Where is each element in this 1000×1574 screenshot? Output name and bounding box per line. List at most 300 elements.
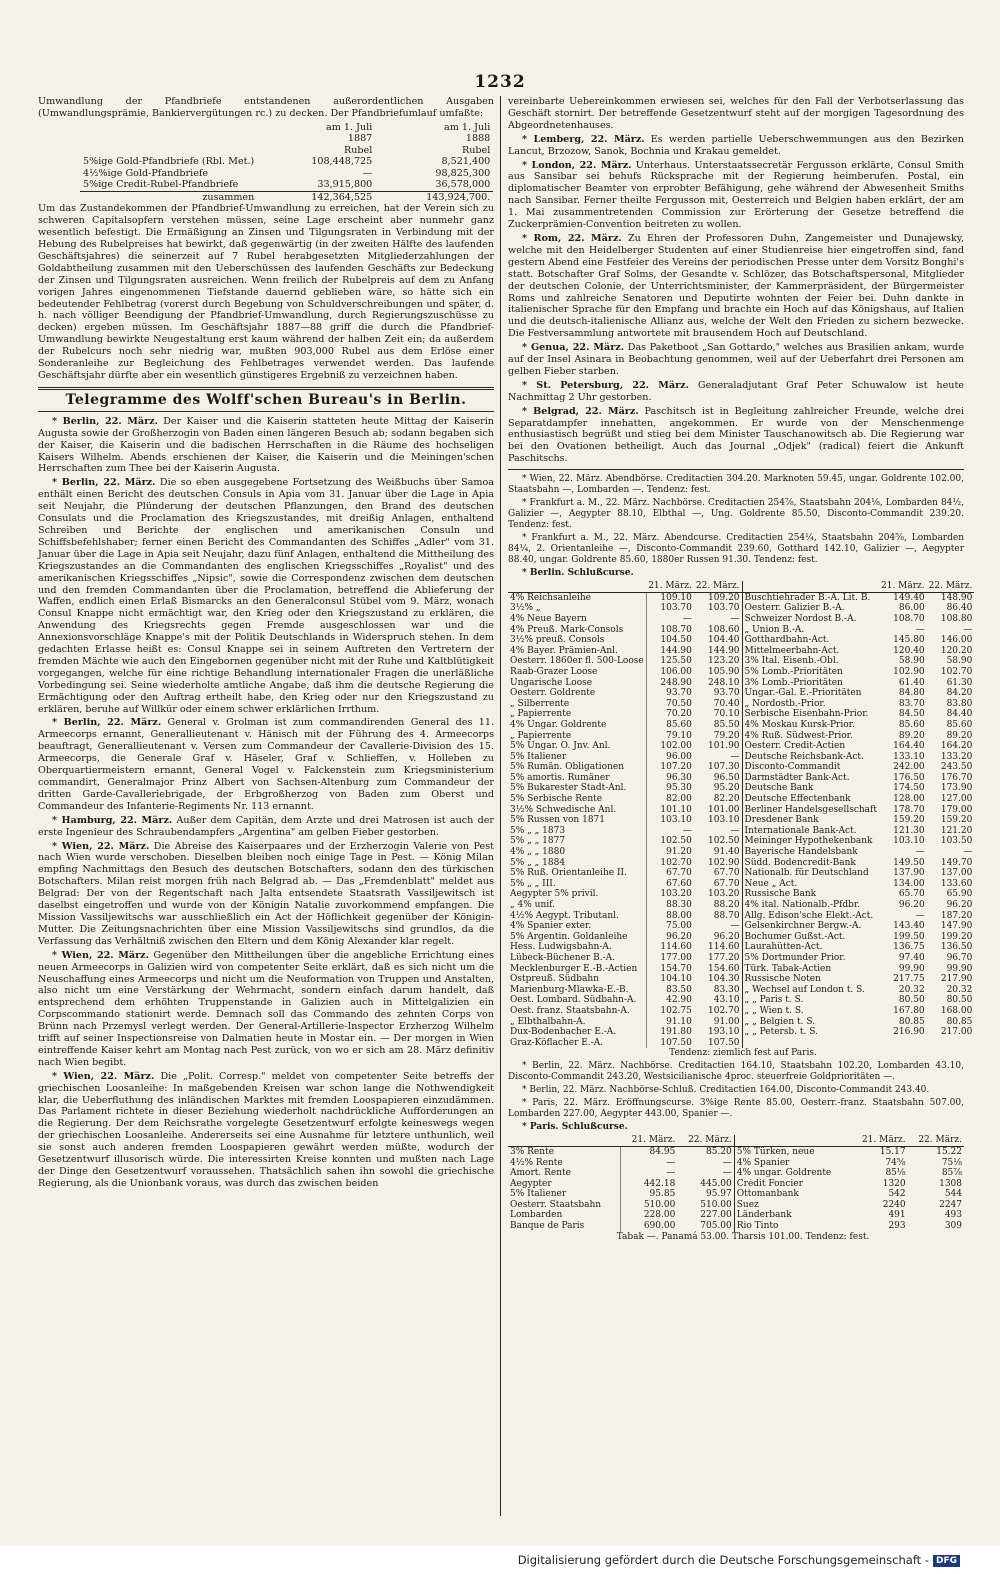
- table-cell: 96.70: [946, 952, 973, 963]
- table-cell: 95.85: [649, 1189, 676, 1200]
- table-row: [508, 995, 974, 1006]
- table-cell: 96.50: [713, 772, 740, 783]
- table-cell: 91.20: [666, 847, 692, 858]
- table-cell: 133.60: [940, 878, 973, 889]
- pf-h3a: Rubel: [343, 144, 373, 156]
- table-cell: 67.70: [713, 878, 740, 889]
- table-row: [508, 1027, 974, 1038]
- table-cell: Mecklenburger E.-B.-Actien: [508, 964, 646, 975]
- table-cell: 177.00: [660, 952, 692, 963]
- table-row: [508, 773, 974, 784]
- table-cell: 96.20: [898, 900, 925, 910]
- table-cell: 61.40: [898, 677, 925, 688]
- table-cell: 79.20: [713, 730, 740, 741]
- telegram-text: Die Abreise des Kaiserpaares und der Erzherzogin Valerie von Pest nach Wien wurde verschoben. Dieselben bleiben noch einige Tage in Pest. — König Milan empfing Nachmittags den Besuch des deutschen Botschafters, sodann den des türkischen Botschafters. Milan reist morgen früh nach Belgrad ab. — Das „Fremdenblatt" meldet aus Belgrad: Der von der Regentschaft nach Jalta entsendete Staatsrath Vassiljewitsch ist daselbst eingetroffen und wurde von der Königin Natalie zuvorkommend empfangen. Die Mission Vassiljewitschs war ausschließlich ein Act der Höflichkeit gegenüber der Königin-Mutter. Die Zeitungsnachrichten über eine Mission Vassiljewitschs sind grundlos, da die Verfassung das Verhältniß zwischen den Eltern und dem König Alexander klar regelt.: [38, 840, 494, 947]
- table-cell: 121.20: [940, 825, 973, 836]
- table-cell: 61.30: [946, 677, 973, 688]
- table-cell: —: [730, 825, 740, 836]
- table-cell: 544: [944, 1189, 962, 1200]
- pf-v2: 8,521,400: [441, 156, 491, 168]
- table-row: [508, 1017, 974, 1028]
- table-cell: 3% Rente: [508, 1146, 621, 1157]
- table-cell: 67.70: [666, 868, 692, 879]
- table-cell: 103.70: [708, 603, 740, 614]
- table-cell: 242.00: [893, 762, 925, 773]
- table-cell: —: [666, 1157, 676, 1168]
- continuation-paragraph: vereinbarte Uebereinkommen erwiesen sei, welches für den Fall der Verbotserlassung das Geschäft stornirt. Der betreffende Gesetzentwurf steht auf der morgigen Tagesordnung des Abgeordnetenhauses.: [508, 96, 964, 131]
- table-cell: —: [722, 1168, 732, 1179]
- table-cell: 82.00: [666, 794, 692, 805]
- table-cell: Suez: [734, 1200, 851, 1211]
- telegram-heading: Telegramme des Wolff'schen Bureau's in Berlin.: [65, 391, 467, 408]
- table-cell: 146.00: [940, 635, 973, 646]
- table-cell: 248.10: [708, 677, 740, 688]
- footer-credit: [518, 1553, 960, 1567]
- table-cell: 103.70: [660, 603, 692, 614]
- table-cell: 5% Argentin. Goldanleihe: [508, 932, 646, 943]
- markets-rule: [508, 469, 964, 470]
- market-paris-open: * Paris, 22. März. Eröffnungscurse. 3%ige Rente 85.00, Oesterr.-franz. Staatsbahn 507.00, Lombarden 227.00, Aegypter 443.00, Spanier —.: [508, 1098, 964, 1120]
- pf-h2a: 1887: [347, 133, 373, 145]
- paragraph-2: Um das Zustandekommen der Pfandbrief-Umwandlung zu erreichen, hat der Verein sich zu schweren Capitalsopfern verstehen müssen, seine Lage erscheint aber nunmehr ganz wesentlich befestigt. Die Ermäßigung an Zinsen und Tilgungsraten in Verbindung mit der Hebung des Rubelpreises hat bewirkt, daß gegenwärtig (in der zweiten Hälfte des laufenden Geschäftsjahres) die seinerzeit auf 7 Rubel herabgesetzten Mitgliederzahlungen der Goldabtheilung zusammen mit den Ueberschüssen des laufenden Geschäfts zur Bedeckung der Zinsen und Tilgungsraten ausreichen. Wenn freilich der Rubelpreis auf dem zu Anfang vorigen Jahres eingenommenen Tiefstande dauernd geblieben wäre, so hätte sich ein bedeutender Fehlbetrag (vorerst durch Begebung von Schuldverschreibungen und später, d. h. nach völliger Beendigung der Pfandbrief-Umwandlung, durch Regierungszuschüsse zu decken) ergeben müssen. Im Geschäftsjahr 1887—88 griff die durch die Pfandbrief-Umwandlung bewirkte Neugestaltung erst kaum während der halben Zeit ein; da außerdem der Rubelcurs noch sehr niedrig war, mußten 903,000 Rubel aus dem Erlöse einer Sonderanleihe zur Begleichung des Fehlbetrages verwendet werden. Das laufende Geschäftsjahr dürfte aber ein wesentlich günstigeres Ergebniß zu verzeichnen haben.: [38, 203, 494, 381]
- table-cell: 120.20: [940, 645, 973, 656]
- telegram-item: [508, 233, 964, 340]
- table-row: [508, 646, 974, 657]
- table-row: [508, 1179, 964, 1190]
- table-cell: 70.50: [666, 698, 692, 709]
- table-cell: 105.90: [708, 666, 740, 677]
- table-cell: 248.90: [660, 677, 692, 688]
- telegram-item: [38, 841, 494, 948]
- table-row: [508, 805, 974, 816]
- table-cell: 103.10: [660, 815, 692, 826]
- table-cell: Bayerische Handelsbank: [742, 847, 879, 858]
- table-cell: Lübeck-Büchener B.-A.: [508, 953, 646, 964]
- table-cell: 3½% Schwedische Anl.: [508, 805, 646, 816]
- table-cell: 70.10: [713, 709, 740, 720]
- table-cell: Oesterr. Galizier B.-A.: [742, 603, 879, 614]
- table-cell: 128.00: [893, 794, 925, 805]
- table-cell: 309: [944, 1221, 962, 1232]
- table-cell: 217.90: [940, 974, 973, 985]
- table-cell: 168.00: [940, 1005, 973, 1016]
- table-cell: 125.50: [660, 656, 692, 667]
- table-cell: 143.40: [893, 921, 925, 932]
- table-row: [508, 678, 974, 689]
- table-cell: 58.90: [946, 656, 973, 667]
- market-frankfurt-nachboerse: * Frankfurt a. M., 22. März. Nachbörse. Creditactien 254⅞, Staatsbahn 204⅛, Lombarden 84½, Galizier —, Aegypter 88.10, Elbthal —, Ung. Goldrente 85.50, Disconto-Commandit 239.20. Tendenz: fest.: [508, 498, 964, 531]
- table-cell: 108.60: [708, 624, 740, 635]
- table-cell: 108.70: [660, 624, 692, 635]
- table-cell: Lombarden: [508, 1210, 621, 1221]
- telegram-item: [38, 950, 494, 1069]
- table-cell: 4% Spanier exter.: [508, 921, 646, 932]
- market-berlin-nachboerse: * Berlin, 22. März. Nachbörse. Creditactien 164.10, Staatsbahn 102.20, Lombarden 43.10, Disconto-Commandit 243.20, Westsicilianische 4proc. steuerfreie Goldprioritäten —.: [508, 1061, 964, 1083]
- table-cell: 705.00: [700, 1221, 732, 1232]
- telegram-item: [508, 134, 964, 158]
- telegram-dateline: * Wien, 22. März.: [52, 949, 149, 961]
- table-cell: 690.00: [643, 1221, 676, 1232]
- table-cell: 88.30: [666, 900, 692, 910]
- paris-date1b: 21. März.: [851, 1135, 907, 1146]
- table-cell: 96.30: [666, 772, 692, 783]
- telegram-item: [38, 815, 494, 839]
- telegram-text: Es werden partielle Ueberschwemmungen aus den Bezirken Lancut, Brzozow, Sanok, Bochnia und Krakau gemeldet.: [508, 133, 964, 157]
- table-row: [508, 985, 974, 996]
- table-cell: 102.90: [708, 857, 740, 868]
- table-cell: Dresdener Bank: [742, 815, 879, 826]
- table-cell: 133.10: [893, 751, 925, 762]
- table-cell: Gotthardbahn-Act.: [742, 635, 879, 646]
- table-cell: 120.40: [893, 645, 925, 656]
- table-cell: Bochumer Gußst.-Act.: [742, 932, 879, 943]
- table-cell: 101.10: [660, 804, 692, 815]
- table-cell: 109.20: [708, 592, 740, 603]
- table-cell: 82.20: [713, 794, 740, 805]
- telegram-dateline: * Berlin, 22. März.: [52, 415, 158, 427]
- table-cell: 227.00: [700, 1210, 732, 1221]
- table-cell: „ Union B.-A.: [742, 625, 879, 636]
- paris-date2b: 22. März.: [908, 1135, 964, 1146]
- table-cell: 4% Bayer. Prämien-Anl.: [508, 646, 646, 657]
- table-cell: Aegypter 5% privil.: [508, 889, 646, 900]
- telegram-item: [38, 416, 494, 476]
- table-cell: 84.40: [946, 709, 973, 720]
- table-cell: 154.70: [660, 963, 692, 974]
- table-cell: 145.80: [893, 635, 925, 646]
- table-row: [508, 1158, 964, 1169]
- table-cell: Deutsche Bank: [742, 783, 879, 794]
- market-frankfurt-abendcurse: * Frankfurt a. M., 22. März. Abendcurse. Creditactien 254¼, Staatsbahn 204⅝, Lombarden 84¼, 2. Orientanleihe —, Disconto-Commandit 239.60, Gotthard 142.10, Galizier —, Aegypter 88.40, ungar. Goldrente 85.60, 1880er Russen 91.30. Tendenz: fest.: [508, 533, 964, 566]
- table-cell: 70.40: [713, 698, 740, 709]
- table-cell: Oesterr. Staatsbahn: [508, 1200, 621, 1211]
- table-cell: —: [730, 921, 740, 932]
- table-cell: 104.30: [708, 974, 740, 985]
- table-cell: 133.20: [940, 751, 973, 762]
- table-cell: 5% Italiener: [508, 1189, 621, 1200]
- table-row: [508, 1210, 964, 1221]
- telegram-dateline: * London, 22. März.: [522, 159, 632, 171]
- table-cell: 5% Serbische Rente: [508, 794, 646, 805]
- table-cell: 137.90: [893, 868, 925, 879]
- table-cell: Deutsche Effectenbank: [742, 794, 879, 805]
- table-cell: [927, 1038, 975, 1049]
- table-row: [508, 964, 974, 975]
- table-cell: „ „ Paris t. S.: [742, 995, 879, 1006]
- pf-h1a: am 1. Juli: [326, 121, 373, 133]
- table-cell: —: [682, 613, 692, 624]
- table-row: [508, 836, 974, 847]
- table-cell: 149.40: [893, 592, 925, 603]
- table-cell: 293: [888, 1221, 906, 1232]
- table-cell: 3½% preuß. Consols: [508, 635, 646, 646]
- telegram-dateline: * Berlin, 22. März.: [52, 477, 156, 489]
- table-cell: 103.10: [893, 836, 925, 847]
- table-cell: 84.80: [898, 688, 925, 699]
- pf-v2: 98,825,300: [435, 167, 491, 179]
- pf-sum-row: [80, 191, 493, 203]
- table-cell: 74⅝: [885, 1157, 906, 1168]
- table-cell: 84.20: [946, 688, 973, 699]
- table-cell: 5% amortis. Rumäner: [508, 773, 646, 784]
- table-cell: 104.50: [660, 635, 692, 646]
- table-cell: 67.60: [666, 878, 692, 889]
- table-cell: 136.75: [893, 942, 925, 953]
- table-cell: 91.40: [713, 847, 740, 858]
- table-cell: 5% „ „ III.: [508, 879, 646, 890]
- table-cell: Ostpreuß. Südbahn: [508, 974, 646, 985]
- intro-paragraph: Umwandlung der Pfandbriefe entstandenen außerordentlichen Ausgaben (Umwandlungsprämie, Bankiervergütungen rc.) zu decken. Der Pfandbriefumlauf umfaßte:: [38, 96, 494, 119]
- table-cell: 102.50: [660, 836, 692, 847]
- table-row: [508, 635, 974, 646]
- table-cell: Marienburg-Mlawka-E.-B.: [508, 985, 646, 996]
- table-cell: —: [915, 910, 925, 921]
- table-cell: [879, 1038, 927, 1049]
- table-cell: 88.20: [713, 900, 740, 910]
- table-cell: 510.00: [643, 1199, 676, 1210]
- table-row: [508, 879, 974, 890]
- table-cell: Banque de Paris: [508, 1221, 621, 1232]
- table-cell: —: [730, 613, 740, 624]
- table-row: [508, 731, 974, 742]
- table-cell: 99.90: [946, 963, 973, 974]
- telegram-text: General v. Grolman ist zum commandirenden General des 11. Armeecorps ernannt, Generallieutenant v. Hänisch mit der Führung des 4. Armeecorps beauftragt, Generallieutenant v. Versen zum Commandeur der Cavallerie-Division des 15. Armeecorps, die Generale Graf v. Häseler, Graf v. Schlieffen, v. Holleben zu Oberquartiermeistern ernannt, General Vogel v. Falckenstein zum Kriegsministerium commandirt, Generalmajor Prinz Albert von Sachsen-Altenburg zum Commandeur der dritten Garde-Cavalleriebrigade, der Erbgroßherzog von Baden zum Oberst und Commandeur des Infanterie-Regiments Nr. 113 ernannt.: [38, 717, 494, 812]
- table-cell: Russische Bank: [742, 889, 879, 900]
- table-cell: 491: [888, 1210, 906, 1221]
- table-row: [508, 783, 974, 794]
- table-cell: Disconto-Commandit: [742, 762, 879, 773]
- left-column: [38, 96, 494, 1192]
- table-cell: 95.30: [666, 783, 692, 794]
- table-cell: Neue „ Act.: [742, 879, 879, 890]
- table-cell: 93.70: [713, 688, 740, 699]
- table-row: [508, 942, 974, 953]
- table-cell: 104.10: [660, 974, 692, 985]
- telegram-item: [38, 717, 494, 812]
- table-cell: 103.20: [708, 889, 740, 900]
- table-cell: 149.50: [893, 857, 925, 868]
- table-row: [508, 752, 974, 763]
- table-cell: 70.20: [666, 709, 692, 720]
- table-cell: 154.60: [708, 963, 740, 974]
- table-cell: Berliner Handelsgesellschaft: [742, 805, 879, 816]
- table-cell: 88.70: [713, 910, 740, 921]
- pf-v2: 36,578,000: [435, 179, 491, 191]
- table-cell: Türk. Tabak-Actien: [742, 964, 879, 975]
- table-cell: 187.20: [940, 910, 973, 921]
- berlin-date1b: 21. März.: [881, 581, 925, 592]
- table-row: [508, 974, 974, 985]
- table-cell: „ Elbthalbahn-A.: [508, 1017, 646, 1028]
- table-cell: 101.90: [708, 741, 740, 752]
- table-cell: 5% Ungar. O. Jnv. Anl.: [508, 741, 646, 752]
- table-cell: 4% Preuß. Mark-Consols: [508, 625, 646, 636]
- table-cell: 159.20: [940, 815, 973, 826]
- table-cell: 217.00: [940, 1027, 973, 1038]
- table-cell: 4% Ungar. Goldrente: [508, 720, 646, 731]
- table-cell: 83.80: [946, 698, 973, 709]
- market-tabak: Tabak —. Panamá 53.00. Tharsis 101.00. Tendenz: fest.: [616, 1231, 870, 1242]
- table-cell: 4% Neue Bayern: [508, 614, 646, 625]
- table-cell: Südd. Bodencredit-Bank: [742, 858, 879, 869]
- table-cell: Hess. Ludwigsbahn-A.: [508, 942, 646, 953]
- table-cell: „ „ Petersb. t. S.: [742, 1027, 879, 1038]
- table-cell: Nationalb. für Deutschland: [742, 868, 879, 879]
- table-row: [508, 709, 974, 720]
- table-cell: —: [915, 624, 925, 635]
- table-cell: 85.60: [666, 719, 692, 730]
- table-row: [508, 688, 974, 699]
- telegram-dateline: * Genua, 22. März.: [522, 342, 625, 354]
- table-cell: 93.70: [666, 688, 692, 699]
- paris-schlusscurse-table: [508, 1135, 964, 1231]
- table-row: [508, 667, 974, 678]
- table-cell: 5% „ „ 1873: [508, 826, 646, 837]
- table-cell: Mittelmeerbahn-Act.: [742, 646, 879, 657]
- table-cell: —: [730, 751, 740, 762]
- table-cell: 43.10: [713, 995, 740, 1006]
- table-cell: 177.20: [708, 952, 740, 963]
- telegram-item: [38, 477, 494, 715]
- table-cell: 89.20: [946, 730, 973, 741]
- telegram-item: [508, 380, 964, 404]
- table-cell: 164.40: [893, 741, 925, 752]
- table-cell: „ Wechsel auf London t. S.: [742, 985, 879, 996]
- table-cell: 445.00: [700, 1178, 732, 1189]
- dfg-logo-icon: DFG: [933, 1555, 960, 1567]
- table-cell: 542: [888, 1189, 906, 1200]
- table-cell: 148.90: [940, 592, 973, 603]
- table-cell: 108.70: [893, 613, 925, 624]
- table-cell: 107.30: [708, 762, 740, 773]
- telegram-text: Zu Ehren der Professoren Duhn, Zangemeister und Dunajewsky, welche mit den Heidelberger Studenten auf einer Studienreise hier eingetroffen sind, fand gestern Abend eine Festfeier des Vereins der periodischen Presse unter dem Vorsitz Bonghi's statt. Botschafter Graf Solms, der Gesandte v. Schlözer, das Botschaftspersonal, Mitglieder der deutschen Colonie, der Unterrichtsminister, der Kammerpräsident, der Bürgermeister Roms und zahlreiche Senatoren und Deputirte wohnten der Feier bei. Duhn dankte in italienischer Sprache für den Empfang und brachte ein Hoch auf das Königshaus, auf Italien und die deutsch-italienische Allianz aus, welche der Welt den Frieden zu sichern bezwecke. Die Festversammlung antwortete mit brausendem Hoch auf Deutschland.: [508, 232, 964, 340]
- table-cell: 102.70: [708, 1005, 740, 1016]
- table-cell: 136.50: [940, 942, 973, 953]
- telegram-text: Außer dem Capitän, dem Arzte und drei Matrosen ist auch der erste Ingenieur des Schraubendampfers „Argentina" am gelben Fieber gestorben.: [38, 814, 495, 838]
- table-cell: 80.50: [946, 995, 973, 1006]
- table-cell: Laurahütten-Act.: [742, 942, 879, 953]
- table-cell: 20.32: [946, 984, 973, 995]
- table-cell: 96.20: [713, 931, 740, 942]
- berlin-tendency: Tendenz: ziemlich fest auf Paris.: [669, 1048, 817, 1059]
- table-cell: 4% „ „ 1880: [508, 847, 646, 858]
- table-cell: Oesterr. Credit-Actien: [742, 741, 879, 752]
- table-cell: Rio Tinto: [734, 1221, 851, 1232]
- table-cell: 15.22: [936, 1146, 962, 1157]
- telegram-dateline: * Berlin, 22. März.: [52, 717, 162, 729]
- telegram-dateline: * Wien, 22. März.: [52, 1070, 155, 1082]
- table-cell: Darmstädter Bank-Act.: [742, 773, 879, 784]
- table-cell: 4½% Aegypt. Tributanl.: [508, 911, 646, 922]
- table-cell: 58.90: [898, 656, 925, 667]
- footer-bar: [0, 1546, 1000, 1574]
- berlin-date2b: 22. März.: [928, 581, 973, 592]
- table-cell: 114.60: [708, 942, 740, 953]
- table-cell: —: [682, 825, 692, 836]
- table-cell: 5% „ „ 1884: [508, 858, 646, 869]
- pf-row: [80, 156, 493, 168]
- pf-sum1: 142,364,525: [257, 191, 375, 203]
- table-cell: 199.20: [940, 931, 973, 942]
- table-cell: 86.00: [898, 603, 925, 614]
- table-cell: 96.20: [666, 931, 692, 942]
- table-row: [508, 656, 974, 667]
- table-cell: 217.75: [893, 974, 925, 985]
- table-cell: Buschtiehrader B.-A. Lit. B.: [742, 592, 879, 603]
- table-cell: 176.50: [893, 772, 925, 783]
- table-cell: 178.70: [893, 804, 925, 815]
- table-cell: Oest. Lombard. Südbahn-A.: [508, 995, 646, 1006]
- table-cell: „ 4% unif.: [508, 900, 646, 911]
- table-cell: 149.70: [940, 857, 973, 868]
- table-row: [508, 1200, 964, 1211]
- table-cell: 95.20: [713, 783, 740, 794]
- table-cell: 20.32: [898, 984, 925, 995]
- table-row: [508, 847, 974, 858]
- table-cell: Ungar.-Gal. E.-Prioritäten: [742, 688, 879, 699]
- table-cell: 102.70: [660, 857, 692, 868]
- table-cell: 102.75: [660, 1005, 692, 1016]
- pf-v1: 33,915,800: [317, 179, 373, 191]
- table-cell: [742, 1038, 879, 1049]
- right-column: [508, 96, 973, 1245]
- table-cell: Deutsche Reichsbank-Act.: [742, 752, 879, 763]
- table-cell: 84.50: [898, 709, 925, 720]
- table-row: [508, 921, 974, 932]
- pf-v1: —: [362, 167, 373, 179]
- telegram-text: Die „Polit. Corresp." meldet von competenter Seite betreffs der griechischen Loosanleihe: In maßgebenden Kreisen war schon lange die Nothwendigkeit klar, die Ueberfluthung des inländischen Marktes mit fremden Loospapieren einzudämmen. Das Parlament richtete in dieser Beziehung wiederholt nachdrückliche Aufforderungen an die Regierung. Der dem Reichsrathe vorgelegte Gesetzentwurf erfolgte keineswegs wegen der griechischen Loosanleihe. Andererseits sei eine Ausnahme für letztere unthunlich, weil sie sonst auch anderen fremden Loospapieren gewährt werden müßte, wodurch der Gesetzentwurf illusorisch würde. Die interessirten Kreise konnten und mußten nach Lage der Dinge den Gesetzentwurf voraussehen. Thatsächlich sahen ihn sowohl die griechische Regierung, als die Unionbank voraus, was durch das zwischen beiden: [38, 1070, 495, 1189]
- table-cell: 65.70: [898, 889, 925, 900]
- table-cell: 83.70: [898, 698, 925, 709]
- table-cell: 4% ungar. Goldrente: [734, 1168, 851, 1179]
- table-cell: Ungarische Loose: [508, 678, 646, 689]
- table-row: [508, 699, 974, 710]
- table-cell: 107.20: [660, 762, 692, 773]
- table-cell: 86.40: [946, 603, 973, 614]
- table-cell: „ Nordostb.-Prior.: [742, 699, 879, 710]
- table-row: [508, 1146, 964, 1157]
- table-cell: 179.00: [940, 804, 973, 815]
- telegram-dateline: * Lemberg, 22. März.: [522, 133, 645, 145]
- table-cell: 84.95: [649, 1146, 676, 1157]
- table-row: [508, 720, 974, 731]
- table-row: [508, 826, 974, 837]
- table-cell: 102.90: [893, 666, 925, 677]
- table-cell: 243.50: [940, 762, 973, 773]
- table-row: [508, 1038, 974, 1049]
- table-cell: Aegypter: [508, 1179, 621, 1190]
- pf-label: 5%ige Gold-Pfandbriefe (Rbl. Met.): [83, 156, 255, 168]
- table-row: [508, 953, 974, 964]
- table-cell: 103.20: [660, 889, 692, 900]
- pf-label: 5%ige Credit-Rubel-Pfandbriefe: [83, 179, 239, 191]
- table-cell: 91.10: [666, 1016, 692, 1027]
- table-cell: 510.00: [700, 1199, 732, 1210]
- table-cell: 199.50: [893, 931, 925, 942]
- table-cell: Serbische Eisenbahn-Prior.: [742, 709, 879, 720]
- right-telegrams: [508, 134, 964, 465]
- telegram-item: [508, 342, 964, 378]
- pf-h2b: 1888: [465, 133, 491, 145]
- table-cell: 83.50: [666, 984, 692, 995]
- table-cell: 4% Spanier: [734, 1158, 851, 1169]
- table-cell: 176.70: [940, 772, 973, 783]
- table-cell: 127.00: [940, 794, 973, 805]
- market-berlin-schluss: * Berlin, 22. März. Nachbörse-Schluß. Creditactien 164.00, Disconto-Commandit 243.40.: [522, 1085, 930, 1096]
- table-row: [508, 1189, 964, 1200]
- table-row: [508, 592, 974, 603]
- table-cell: 85⅞: [941, 1168, 962, 1179]
